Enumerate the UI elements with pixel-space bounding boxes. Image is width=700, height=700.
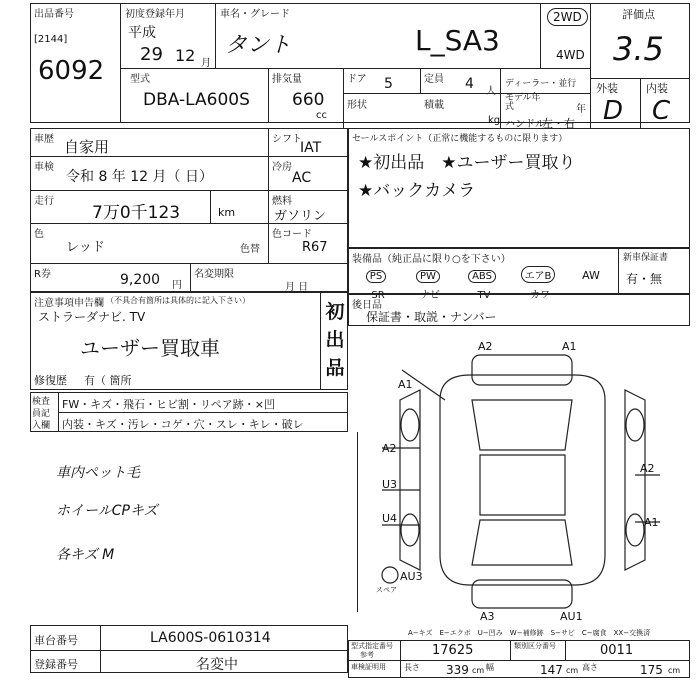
notes-line2: ユーザー買取車 bbox=[80, 336, 220, 360]
sales-label: セールスポイント（正常に機能するものに限ります） bbox=[352, 134, 568, 144]
year-unit: 年 bbox=[576, 104, 586, 115]
height-value: 175 bbox=[640, 663, 663, 677]
grade: L_SA3 bbox=[415, 24, 500, 57]
equipment-name: SR bbox=[371, 290, 385, 301]
mfr-label: 型式指定番号 bbox=[351, 642, 393, 650]
disp-value: 660 bbox=[292, 90, 325, 110]
plate-value: 名変中 bbox=[196, 657, 238, 673]
mileage-label: 走行 bbox=[34, 196, 54, 207]
model-year-label: モデル年式 bbox=[505, 93, 541, 112]
damage-mark: AU3 bbox=[400, 570, 423, 583]
recycle-label: R券 bbox=[34, 269, 51, 280]
drive-4wd: 4WD bbox=[556, 48, 585, 62]
inspect-label: 車検 bbox=[34, 162, 54, 173]
inspector-row1: FW・キズ・飛石・ヒビ割・リペア跡・×凹 bbox=[62, 398, 275, 411]
handwritten-line3: 各キズ M bbox=[56, 547, 115, 563]
shape-label: 形状 bbox=[347, 100, 367, 111]
recycle-unit: 円 bbox=[172, 280, 182, 291]
damage-mark: A3 bbox=[480, 610, 495, 623]
type-label: 型式 bbox=[130, 74, 150, 85]
damage-mark: A2 bbox=[478, 340, 493, 353]
handwritten-area bbox=[30, 432, 358, 612]
lot-number: 6092 bbox=[38, 56, 105, 86]
handwritten-line2: ホイールCPキズ bbox=[56, 503, 158, 519]
reg-month: 12 bbox=[175, 46, 196, 65]
equipment-code: エアB bbox=[521, 266, 556, 283]
inspect-value: 令和 8 年 12 月（ 日） bbox=[66, 169, 213, 185]
exterior-grade: D bbox=[603, 96, 624, 126]
width-label: 幅 bbox=[486, 663, 494, 672]
ref-label: 参考 bbox=[360, 651, 374, 659]
equipment-name: ナビ bbox=[420, 290, 440, 301]
class-label: 類別区分番号 bbox=[514, 642, 556, 650]
color-change-label: 色替 bbox=[240, 244, 260, 255]
mileage-unit: km bbox=[218, 206, 236, 219]
use-value: 自家用 bbox=[64, 138, 110, 156]
height-label: 高さ bbox=[582, 663, 598, 672]
wheel bbox=[401, 409, 419, 441]
damage-mark: A1 bbox=[398, 378, 413, 391]
damage-mark: AU1 bbox=[560, 610, 583, 623]
cap-unit: 人 bbox=[486, 86, 496, 97]
equipment-name: カワ bbox=[530, 290, 550, 301]
repair-label: 修復歴 bbox=[34, 374, 67, 387]
door-label: ドア bbox=[347, 74, 367, 85]
mileage-value: 7万0千123 bbox=[92, 203, 181, 223]
warranty-label: 新車保証書 bbox=[623, 253, 669, 263]
damage-mark: U3 bbox=[382, 478, 398, 491]
roof bbox=[480, 455, 565, 515]
damage-mark: U4 bbox=[382, 512, 398, 525]
notes-label: 注意事項申告欄 bbox=[34, 298, 104, 309]
interior-label: 内装 bbox=[646, 82, 668, 95]
left-side bbox=[400, 390, 420, 570]
damage-mark: A2 bbox=[382, 442, 397, 455]
equipment-name: TV bbox=[477, 290, 491, 301]
ac-label: 冷房 bbox=[272, 162, 292, 173]
equipment-code: PW bbox=[416, 270, 440, 283]
reg-label: 初度登録年月 bbox=[125, 9, 185, 20]
sales-line1: ★初出品 ★ユーザー買取り bbox=[358, 153, 576, 173]
door-value: 5 bbox=[384, 76, 393, 92]
warranty-value: 有・無 bbox=[626, 272, 663, 286]
length-label: 長さ bbox=[404, 663, 420, 672]
dealer-label: ディーラー・並行 bbox=[505, 79, 577, 89]
handle-label: ハンドル bbox=[505, 119, 545, 130]
exterior-label: 外装 bbox=[596, 82, 618, 95]
spare-wheel bbox=[382, 567, 398, 583]
front-bumper-shape bbox=[472, 355, 572, 385]
recycle-value: 9,200 bbox=[120, 272, 161, 288]
class-value: 0011 bbox=[600, 643, 634, 658]
load-label: 積載 bbox=[424, 100, 444, 111]
cm-unit: cm bbox=[566, 666, 579, 675]
color-value: レッド bbox=[66, 240, 105, 255]
first-stamp: 初出品 bbox=[325, 301, 345, 379]
wheel bbox=[401, 514, 419, 546]
damage-mark: A2 bbox=[640, 462, 655, 475]
wheel bbox=[626, 409, 644, 441]
handwritten-line1: 車内ペット毛 bbox=[56, 465, 140, 481]
repair-value: 有（ 箇所 bbox=[84, 374, 132, 387]
fuel-label: 燃料 bbox=[272, 196, 292, 207]
drive-2wd: 2WD bbox=[547, 8, 588, 26]
shift-value: IAT bbox=[300, 140, 322, 156]
right-side bbox=[625, 390, 645, 570]
color-code-value: R67 bbox=[302, 240, 328, 255]
disp-unit: cc bbox=[316, 110, 327, 121]
reg-year: 29 bbox=[140, 44, 163, 65]
damage-mark: A1 bbox=[562, 340, 577, 353]
notes-line1: ストラーダナビ. TV bbox=[38, 310, 146, 324]
chassis-label: 車台番号 bbox=[34, 634, 78, 647]
name-deadline-unit: 月 日 bbox=[285, 282, 309, 293]
cap-value: 4 bbox=[465, 76, 474, 92]
lot-label: 出品番号 bbox=[34, 9, 74, 20]
sales-line2: ★バックカメラ bbox=[358, 181, 476, 201]
cm-unit: cm bbox=[472, 666, 485, 675]
car-name: タント bbox=[225, 33, 292, 58]
chassis-value: LA600S-0610314 bbox=[150, 630, 271, 646]
reg-era: 平成 bbox=[128, 25, 156, 41]
notes-sub: （不具合有箇所は具体的に記入下さい） bbox=[106, 296, 250, 305]
diagram-legend: A−キズ E−エクボ U−凹み W−補修跡 S−サビ C−腐食 XX−交換済 bbox=[408, 629, 651, 637]
cert-label: 車検証明用 bbox=[351, 663, 386, 671]
inspector-label: 検査員記入欄 bbox=[32, 397, 51, 431]
body-outline bbox=[440, 375, 605, 585]
color-label: 色 bbox=[34, 229, 44, 240]
equipment-code: ABS bbox=[468, 270, 496, 283]
damage-mark: A1 bbox=[644, 516, 659, 529]
use-label: 車歴 bbox=[34, 134, 54, 145]
plate-label: 登録番号 bbox=[34, 658, 78, 671]
interior-grade: C bbox=[652, 96, 671, 126]
handle-value: 左・右 bbox=[542, 117, 575, 130]
wheel bbox=[626, 514, 644, 546]
windshield bbox=[472, 400, 572, 450]
length-value: 339 bbox=[446, 663, 469, 677]
spare-label: スペア bbox=[376, 586, 397, 594]
type-value: DBA-LA600S bbox=[143, 90, 250, 110]
after-label: 後日品 bbox=[352, 300, 382, 311]
equipment-code: PS bbox=[366, 270, 386, 283]
width-value: 147 bbox=[540, 663, 563, 677]
rear-glass bbox=[472, 520, 572, 565]
name-deadline-label: 名変期限 bbox=[194, 269, 234, 280]
mfr-value: 17625 bbox=[432, 643, 474, 658]
load-unit: kg bbox=[488, 115, 501, 126]
lot-code: [2144] bbox=[34, 34, 68, 45]
damage-diagram bbox=[360, 330, 690, 625]
score-label: 評価点 bbox=[622, 8, 655, 21]
ac-value: AC bbox=[292, 170, 312, 186]
fuel-value: ガソリン bbox=[274, 209, 327, 224]
score-value: 3.5 bbox=[613, 30, 664, 68]
rear-bumper-shape bbox=[472, 580, 572, 608]
disp-label: 排気量 bbox=[272, 74, 302, 85]
color-code-label: 色コード bbox=[272, 229, 312, 240]
equipment-label: 装備品（純正品に限り○を下さい） bbox=[352, 254, 511, 265]
shift-label: シフト bbox=[272, 134, 302, 145]
cap-label: 定員 bbox=[424, 74, 444, 85]
inspector-row2: 内装・キズ・汚レ・コゲ・穴・スレ・キレ・破レ bbox=[62, 418, 304, 431]
month-unit: 月 bbox=[201, 58, 211, 69]
equipment-code: AW bbox=[582, 269, 600, 282]
model-label: 車名・グレード bbox=[220, 9, 290, 20]
cm-unit: cm bbox=[668, 666, 681, 675]
after-value: 保証書・取説・ナンバー bbox=[366, 310, 497, 324]
